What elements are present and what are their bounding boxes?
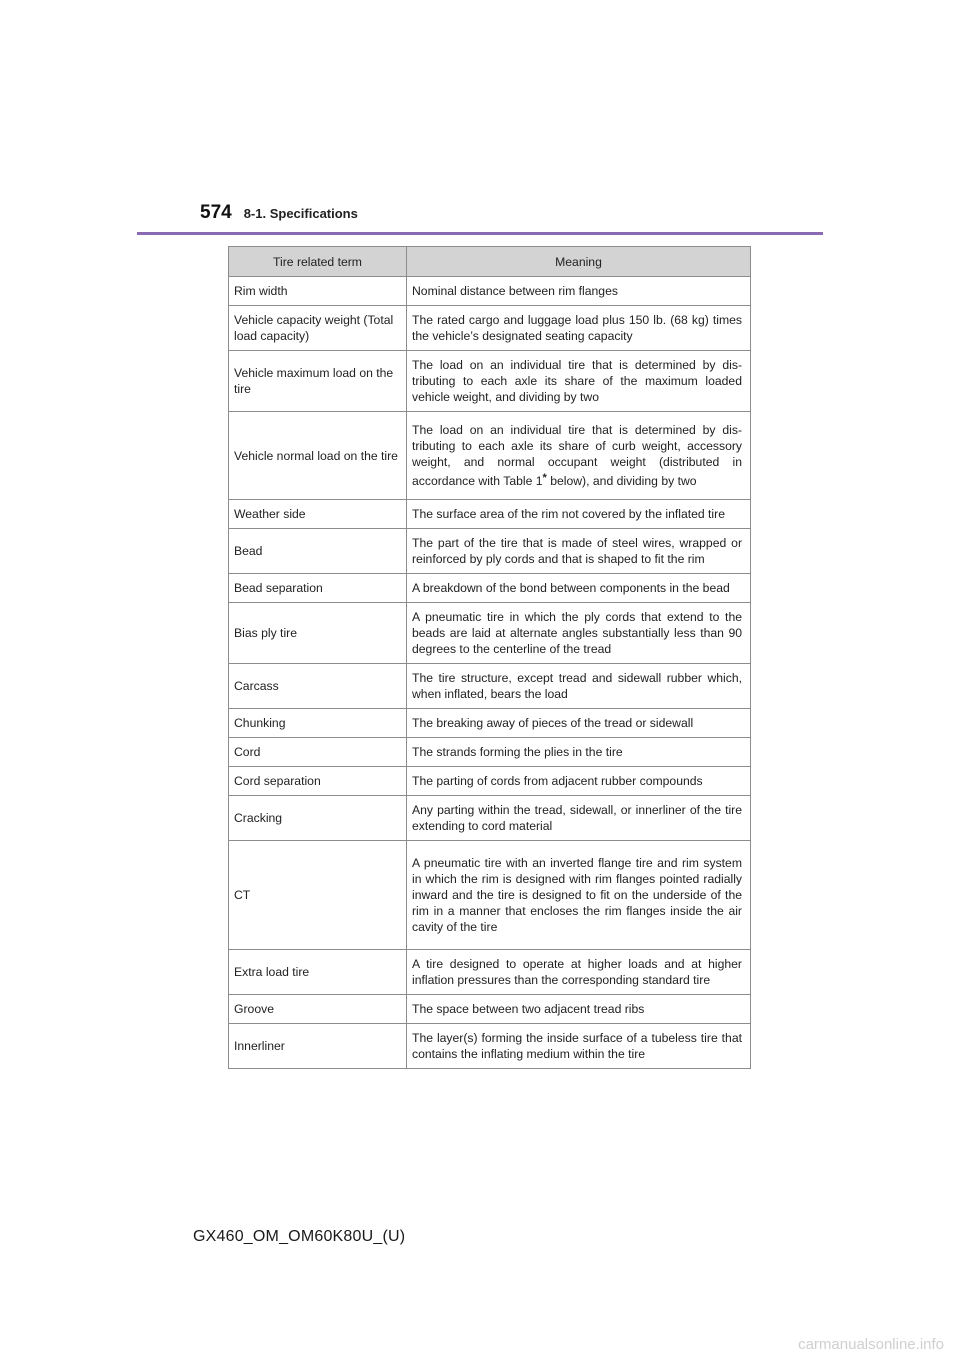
table-row: [229, 841, 751, 950]
term-cell: Cracking: [229, 796, 407, 841]
meaning-cell: A tire designed to operate at higher loads and at higher inflation pressures than the corresponding standard tire: [407, 950, 751, 995]
term-cell: Groove: [229, 995, 407, 1024]
tire-terms-table: [228, 246, 751, 1069]
table-row: [229, 351, 751, 412]
table-row: [229, 950, 751, 995]
table-row: [229, 500, 751, 529]
term-cell: Chunking: [229, 709, 407, 738]
term-cell: Cord: [229, 738, 407, 767]
page-number: 574: [200, 202, 232, 223]
table-row: [229, 709, 751, 738]
meaning-text-suffix: below), and dividing by two: [546, 474, 697, 488]
meaning-cell: The part of the tire that is made of steel wires, wrapped or reinforced by ply cords and that is shaped to fit the rim: [407, 529, 751, 574]
meaning-cell: The layer(s) forming the inside surface of a tubeless tire that contains the inflating medium within the tire: [407, 1024, 751, 1069]
term-cell: Rim width: [229, 277, 407, 306]
footnote-asterisk: *: [542, 472, 547, 484]
table-row: [229, 306, 751, 351]
table-row: [229, 574, 751, 603]
meaning-cell: A breakdown of the bond between components in the bead: [407, 574, 751, 603]
header-divider: [137, 232, 823, 235]
term-cell: CT: [229, 841, 407, 950]
meaning-cell: A pneumatic tire in which the ply cords that extend to the beads are laid at alternate angles substantially less than 90 degrees to the centerline of the tread: [407, 603, 751, 664]
table-row: [229, 1024, 751, 1069]
term-cell: Innerliner: [229, 1024, 407, 1069]
meaning-cell: The tire structure, except tread and sidewall rubber which, when inflated, bears the load: [407, 664, 751, 709]
table-header-row: [229, 247, 751, 277]
table-row: [229, 603, 751, 664]
table-row: [229, 995, 751, 1024]
table-row: [229, 664, 751, 709]
column-header-term: Tire related term: [229, 247, 407, 277]
page-header: [200, 202, 358, 232]
section-title: 8-1. Specifications: [243, 206, 358, 221]
watermark: carmanualsonline.info: [798, 1336, 944, 1353]
column-header-meaning: Meaning: [407, 247, 751, 277]
term-cell: Weather side: [229, 500, 407, 529]
term-cell: Bead: [229, 529, 407, 574]
meaning-cell: The parting of cords from adjacent rubber compounds: [407, 767, 751, 796]
term-cell: Bias ply tire: [229, 603, 407, 664]
meaning-cell: Nominal distance between rim flanges: [407, 277, 751, 306]
table-row: [229, 277, 751, 306]
term-cell: Carcass: [229, 664, 407, 709]
table-row: [229, 412, 751, 500]
term-cell: Extra load tire: [229, 950, 407, 995]
table-row: [229, 529, 751, 574]
meaning-cell: Any parting within the tread, sidewall, or innerliner of the tire extending to cord material: [407, 796, 751, 841]
meaning-cell: The breaking away of pieces of the tread or sidewall: [407, 709, 751, 738]
term-cell: Vehicle capacity weight (Total load capacity): [229, 306, 407, 351]
term-cell: Vehicle maximum load on the tire: [229, 351, 407, 412]
meaning-cell: The space between two adjacent tread ribs: [407, 995, 751, 1024]
table-row: [229, 796, 751, 841]
document-code: GX460_OM_OM60K80U_(U): [193, 1228, 406, 1245]
meaning-cell: A pneumatic tire with an inverted flange tire and rim system in which the rim is designed with rim flanges pointed radially inward and the tire is designed to fit on the underside of the rim in a manner that encloses the rim flanges inside the air cavity of the tire: [407, 841, 751, 950]
table-row: [229, 767, 751, 796]
term-cell: Bead separation: [229, 574, 407, 603]
meaning-cell: The strands forming the plies in the tire: [407, 738, 751, 767]
term-cell: Vehicle normal load on the tire: [229, 412, 407, 500]
meaning-cell: [407, 412, 751, 500]
meaning-text: The load on an individual tire that is determined by dis-tributing to each axle its share of curb weight, accessory weight, and normal occupant weight (distributed in accordance with Table 1: [412, 423, 742, 488]
meaning-cell: The surface area of the rim not covered by the inflated tire: [407, 500, 751, 529]
meaning-cell: The load on an individual tire that is determined by dis-tributing to each axle its share of the maximum loaded vehicle weight, and dividing by two: [407, 351, 751, 412]
meaning-cell: The rated cargo and luggage load plus 150 lb. (68 kg) times the vehicle’s designated seating capacity: [407, 306, 751, 351]
term-cell: Cord separation: [229, 767, 407, 796]
table-row: [229, 738, 751, 767]
